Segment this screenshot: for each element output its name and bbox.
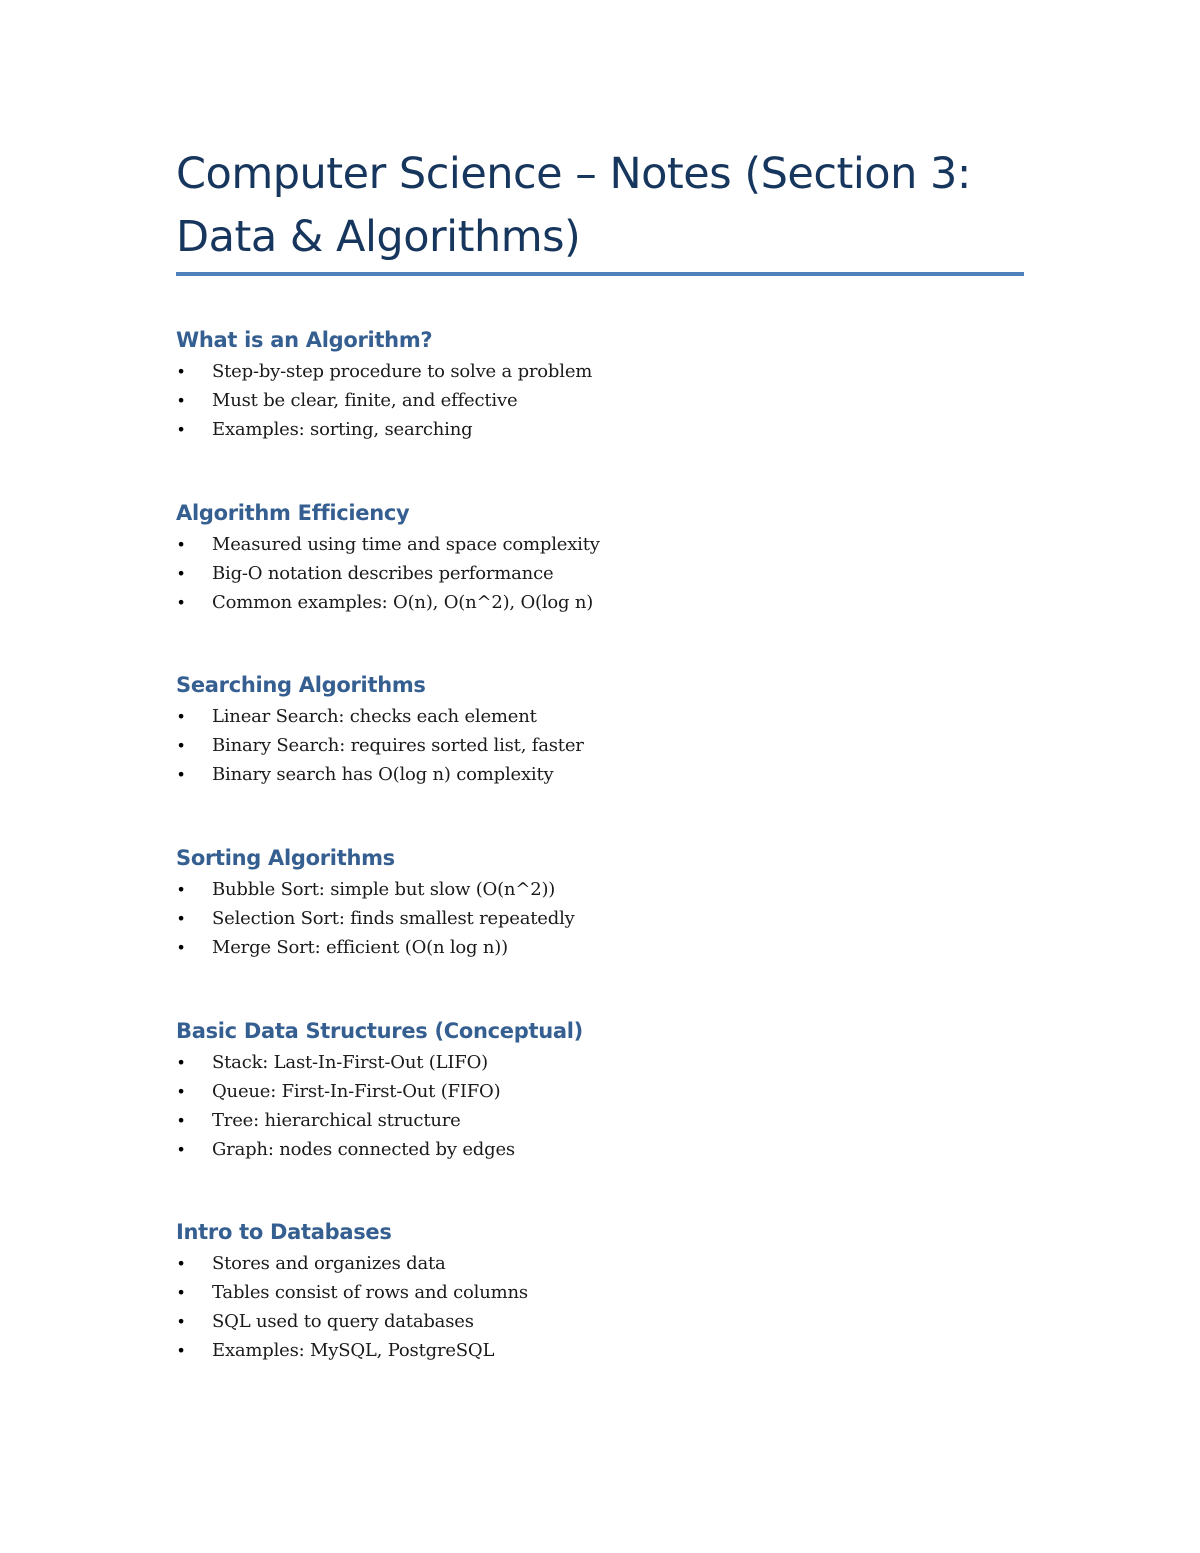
bullet-dot-icon: • [176,880,186,899]
list-item [176,933,1024,962]
list-item-text: Big-O notation describes performance [212,563,554,584]
list-item [176,1249,1024,1278]
bullet-dot-icon: • [176,535,186,554]
list-item-text: Common examples: O(n), O(n^2), O(log n) [212,592,594,613]
list-item [176,1135,1024,1164]
bullet-dot-icon: • [176,736,186,755]
bullet-dot-icon: • [176,909,186,928]
section-intro-to-databases [176,1217,1024,1365]
list-item-text: Examples: sorting, searching [212,419,473,440]
list-item [176,530,1024,559]
section-heading: Sorting Algorithms [176,846,395,870]
section-sorting-algorithms [176,843,1024,962]
list-item [176,559,1024,588]
list-item-text: Linear Search: checks each element [212,706,537,727]
section-heading: Intro to Databases [176,1220,392,1244]
bullet-dot-icon: • [176,1254,186,1273]
list-item [176,904,1024,933]
list-item-text: Queue: First-In-First-Out (FIFO) [212,1081,501,1102]
bullet-dot-icon: • [176,938,186,957]
list-item [176,1278,1024,1307]
list-item-text: Graph: nodes connected by edges [212,1139,515,1160]
bullet-dot-icon: • [176,1312,186,1331]
list-item-text: Measured using time and space complexity [212,534,600,555]
list-item [176,386,1024,415]
list-item-text: SQL used to query databases [212,1311,474,1332]
bullet-dot-icon: • [176,707,186,726]
section-heading: Searching Algorithms [176,673,426,697]
list-item [176,1077,1024,1106]
bullet-list [176,530,1024,617]
bullet-dot-icon: • [176,420,186,439]
bullet-dot-icon: • [176,362,186,381]
list-item [176,1307,1024,1336]
list-item-text: Step-by-step procedure to solve a problem [212,361,593,382]
bullet-dot-icon: • [176,593,186,612]
title-underline [176,272,1024,276]
list-item-text: Bubble Sort: simple but slow (O(n^2)) [212,879,556,900]
section-searching-algorithms [176,670,1024,789]
list-item [176,357,1024,386]
bullet-dot-icon: • [176,391,186,410]
document-title: Computer Science – Notes (Section 3: Data & Algorithms) [176,149,971,262]
list-item [176,1336,1024,1365]
section-heading: Basic Data Structures (Conceptual) [176,1019,583,1043]
section-algorithm-efficiency [176,498,1024,617]
list-item [176,588,1024,617]
bullet-list [176,875,1024,962]
bullet-dot-icon: • [176,765,186,784]
list-item-text: Tables consist of rows and columns [212,1282,528,1303]
bullet-dot-icon: • [176,1082,186,1101]
list-item [176,1048,1024,1077]
list-item-text: Merge Sort: efficient (O(n log n)) [212,937,508,958]
list-item [176,415,1024,444]
list-item-text: Stack: Last-In-First-Out (LIFO) [212,1052,488,1073]
bullet-dot-icon: • [176,1111,186,1130]
section-heading: Algorithm Efficiency [176,501,410,525]
bullet-dot-icon: • [176,1341,186,1360]
list-item [176,731,1024,760]
list-item-text: Must be clear, finite, and effective [212,390,518,411]
bullet-dot-icon: • [176,564,186,583]
bullet-dot-icon: • [176,1283,186,1302]
bullet-list [176,1048,1024,1164]
list-item-text: Stores and organizes data [212,1253,446,1274]
list-item-text: Selection Sort: finds smallest repeatedly [212,908,575,929]
section-basic-data-structures [176,1016,1024,1164]
bullet-dot-icon: • [176,1140,186,1159]
list-item-text: Tree: hierarchical structure [212,1110,461,1131]
list-item-text: Binary search has O(log n) complexity [212,764,554,785]
bullet-list [176,357,1024,444]
list-item [176,760,1024,789]
list-item [176,1106,1024,1135]
section-what-is-algorithm [176,325,1024,444]
list-item [176,702,1024,731]
bullet-dot-icon: • [176,1053,186,1072]
list-item-text: Binary Search: requires sorted list, faster [212,735,584,756]
bullet-list [176,1249,1024,1365]
list-item-text: Examples: MySQL, PostgreSQL [212,1340,495,1361]
section-heading: What is an Algorithm? [176,328,433,352]
bullet-list [176,702,1024,789]
list-item [176,875,1024,904]
